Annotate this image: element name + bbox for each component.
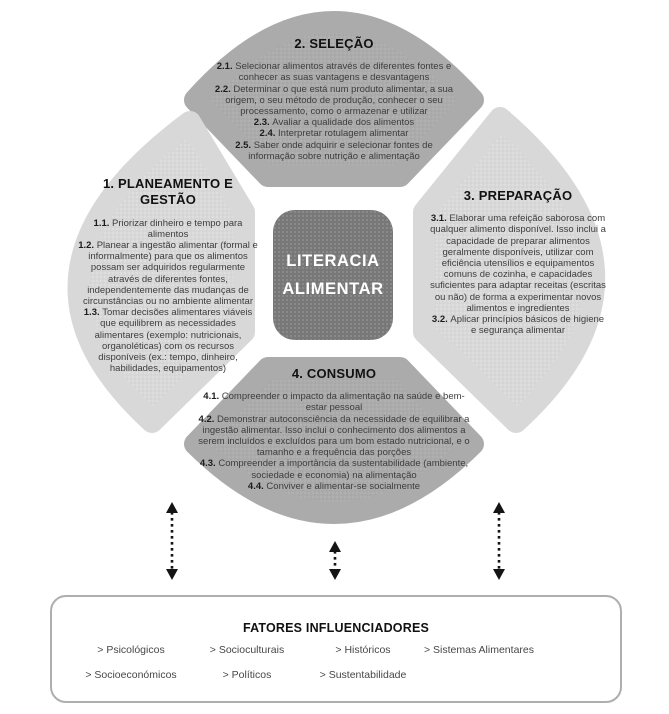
arrow-head-down-icon	[493, 569, 505, 580]
arrow-head-up-icon	[493, 502, 505, 513]
competency-item: 4.3. Compreender a importância da sustentabilidade (ambiente, sociedade e economia) na alimentação	[199, 458, 469, 481]
competency-item: 1.2. Planear a ingestão alimentar (formal e informalmente) para que os alimentos possam ser adquiridos regularmente através de diferentes fontes, independentemente das mudanças de circunstâncias ou no ambiente alimentar	[78, 239, 258, 307]
arrow-head-down-icon	[166, 569, 178, 580]
competency-item: 2.3. Avaliar a qualidade dos alimentos	[253, 117, 415, 129]
double-arrow-left-icon	[166, 502, 178, 580]
competency-item: 2.4. Interpretar rotulagem alimentar	[259, 128, 409, 140]
factors-title: FATORES INFLUENCIADORES	[242, 621, 430, 635]
competency-item: 2.1. Selecionar alimentos através de diferentes fontes e conhecer as suas vantagens e desvantagens	[216, 61, 452, 84]
double-arrow-right-icon	[493, 502, 505, 580]
competency-item: 2.2. Determinar o que está num produto alimentar, a sua origem, o seu método de produção, conhecer o seu processamento, como o armazenar e utilizar	[214, 83, 454, 118]
arrow-head-up-icon	[329, 541, 341, 552]
competency-item: 3.1. Elaborar uma refeição saborosa com qualquer alimento disponível. Isso inclui a capacidade de preparar alimentos geralmente disponíveis, utilizar com eficiência utensílios e equipamentos comuns de cozinha, e capacidades suficientes para adaptar receitas (escritas ou não) de forma a experimentar novos alimentos e ingredientes	[430, 213, 606, 314]
competency-item: 2.5. Saber onde adquirir e selecionar fontes de informação sobre nutrição e alimentação	[235, 139, 433, 162]
competency-item: 3.2. Aplicar princípios básicos de higiene e segurança alimentar	[431, 314, 605, 337]
arrow-head-down-icon	[329, 569, 341, 580]
competency-item: 4.1. Compreender o impacto da alimentação na saúde e bem-estar pessoal	[203, 391, 465, 414]
competency-item: 4.2. Demonstrar autoconsciência da necessidade de equilibrar a ingestão alimentar. Isso inclui o conhecimento dos alimentos a serem incluídos e excluídos para um bom estado nutricional, e o tamanho e a frequência das porções	[198, 413, 470, 459]
factor-item: > Políticos	[222, 669, 272, 681]
factors-grid	[73, 643, 537, 682]
center-title-line1: LITERACIA	[286, 251, 380, 270]
factor-item: > Socioeconómicos	[85, 669, 177, 681]
competency-item: 1.1. Priorizar dinheiro e tempo para alimentos	[93, 217, 243, 240]
factor-item: > Socioculturais	[209, 644, 285, 656]
factor-item: > Sustentabilidade	[319, 669, 407, 681]
arrow-head-up-icon	[166, 502, 178, 513]
competency-item: 1.3. Tomar decisões alimentares viáveis que equilibrem as necessidades alimentares (exemplo: nutricionais, organoléticas) com os recursos disponíveis (ex.: tempo, dinheiro, habilidades, equipamentos)	[83, 307, 253, 375]
factor-item: > Psicológicos	[97, 644, 165, 656]
double-arrow-middle-icon	[329, 541, 341, 580]
center-title-line2: ALIMENTAR	[282, 280, 384, 298]
factors-box	[50, 595, 622, 703]
competency-item: 4.4. Conviver e alimentar-se socialmente	[247, 480, 421, 492]
petal-planeamento-title: 1. PLANEAMENTO E GESTÃO	[102, 176, 234, 208]
factor-item: > Históricos	[335, 644, 391, 656]
petal-preparacao-title: 3. PREPARAÇÃO	[463, 188, 573, 203]
petal-selecao-title: 2. SELEÇÃO	[294, 36, 374, 51]
factor-item: > Sistemas Alimentares	[423, 644, 534, 656]
petal-consumo-title: 4. CONSUMO	[291, 366, 377, 381]
